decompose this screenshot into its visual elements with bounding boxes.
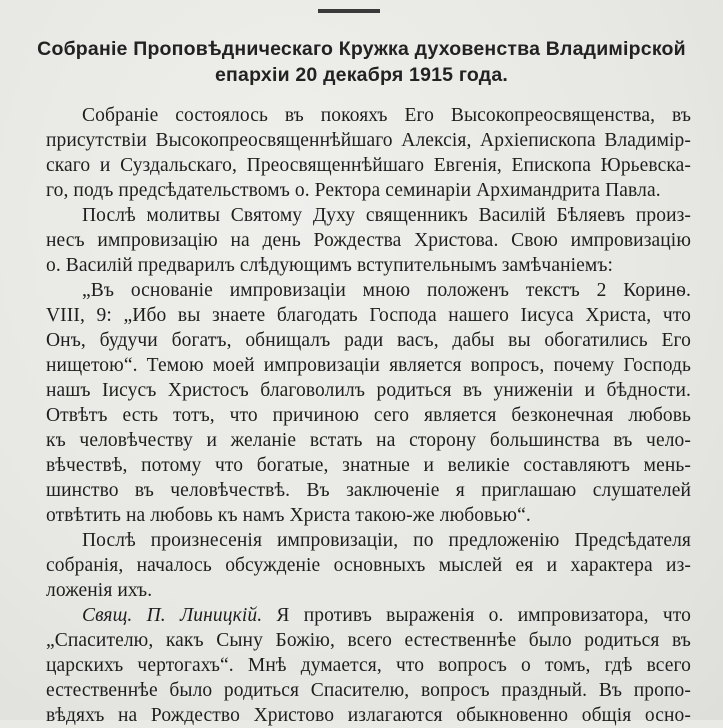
title-line-2: епархіи 20 декабря 1915 года. <box>215 64 508 86</box>
text-line: къ человѣчеству и желаніе встать на сторону большинства въ чело- <box>46 430 691 451</box>
text-line: нищетою“. Темою моей импровизаціи является вопросъ, почему Господь <box>46 355 691 376</box>
text-line: Онъ, будучи богатъ, обнищалъ ради васъ, дабы вы обогатились Его <box>46 330 691 351</box>
text-line: собранія, началось обсужденіе основныхъ мыслей ея и характера из- <box>46 555 691 576</box>
text-line: Послѣ произнесенія импровизаціи, по предложенію Предсѣдателя <box>82 530 691 551</box>
header-rule <box>318 9 380 13</box>
text-line: Собраніе состоялось въ покояхъ Его Высокопреосвященства, въ <box>82 105 691 126</box>
title-line-1: Собраніе Проповѣдническаго Кружка духовенства Владимірской <box>37 38 686 60</box>
text-line-with-speaker <box>46 603 691 628</box>
speaker-text: Я противъ выраженія о. импровизатора, что <box>276 605 691 626</box>
text-line: естественнѣе было родиться Спасителю, вопросъ праздный. Въ пропо- <box>46 680 691 701</box>
speaker-name: Свящ. П. Линицкій. <box>82 605 263 626</box>
text-line: VIII, 9: „Ибо вы знаете благодать Господа нашего Іисуса Христа, что <box>46 305 691 326</box>
text-line: вѣчествѣ, потому что богатые, знатные и великіе составляютъ мень- <box>46 455 691 476</box>
text-line: скаго и Суздальскаго, Преосвященнѣйшаго Евгенія, Епископа Юрьевска- <box>46 155 691 176</box>
text-line: Отвѣтъ есть тотъ, что причиною сего является безконечная любовь <box>46 405 691 426</box>
text-line: Послѣ молитвы Святому Духу священникъ Василій Бѣляевъ произ- <box>82 205 691 226</box>
text-line: го, подъ предсѣдательствомъ о. Ректора семинаріи Архимандрита Павла. <box>46 180 661 201</box>
text-line: нашъ Іисусъ Христосъ благоволилъ родиться въ униженіи и бѣдности. <box>46 380 691 401</box>
text-line: вѣдяхъ на Рождество Христово излагаются обыкновенно общія осно- <box>46 705 691 726</box>
text-line: о. Василій предварилъ слѣдующимъ вступительнымъ замѣчаніемъ: <box>46 255 614 276</box>
text-line: присутствіи Высокопреосвященнѣйшаго Алексія, Архіепископа Владимір- <box>46 130 691 151</box>
text-line: отвѣтить на любовь къ намъ Христа такою-же любовью“. <box>46 505 531 526</box>
text-line: „Спасителю, какъ Сыну Божію, всего естественнѣе было родиться въ <box>46 630 691 651</box>
text-line: „Въ основаніе импровизаціи мною положенъ текстъ 2 Коринѳ. <box>82 280 691 301</box>
text-line: шинство въ человѣчествѣ. Въ заключеніе я приглашаю слушателей <box>46 480 691 501</box>
text-line: царскихъ чертогахъ“. Мнѣ думается, что вопросъ о томъ, гдѣ всего <box>46 655 691 676</box>
text-line: ложенія ихъ. <box>46 580 153 601</box>
text-line: несъ импровизацію на день Рождества Христова. Свою импровизацію <box>46 230 691 251</box>
